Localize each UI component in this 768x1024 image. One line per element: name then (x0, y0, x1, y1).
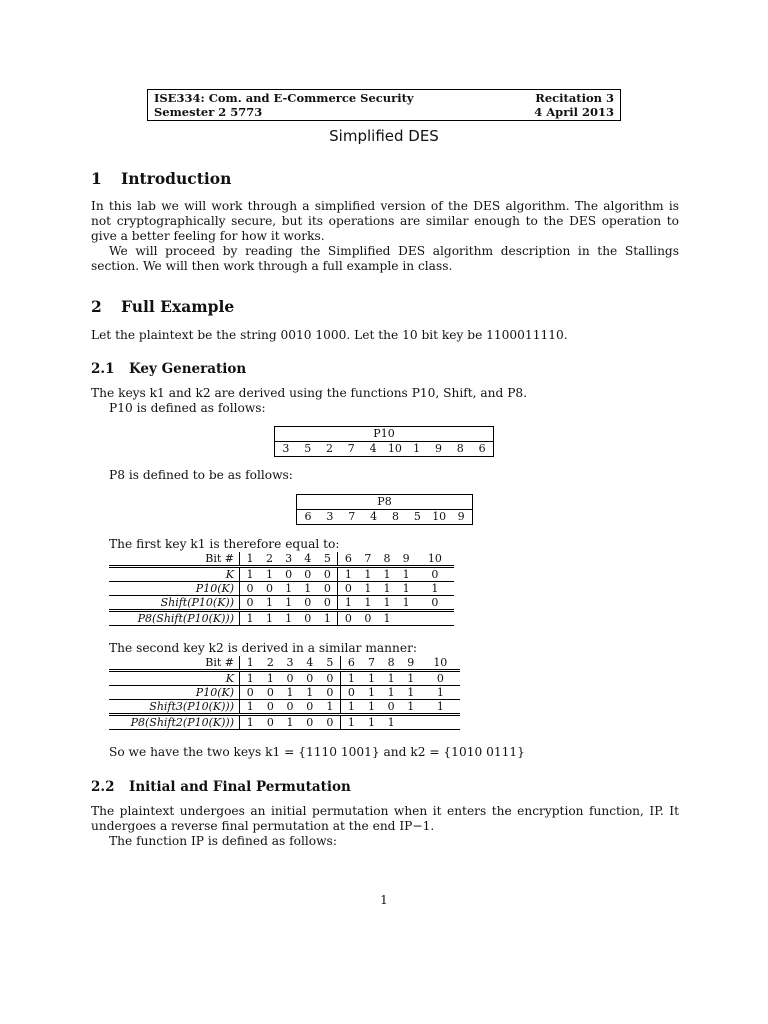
table-cell: 0 (280, 671, 300, 686)
table-cell: 1 (279, 582, 298, 596)
table-cell: 2 (260, 552, 279, 567)
table-cell: 1 (358, 596, 377, 611)
section-title: Introduction (121, 169, 232, 188)
keygen-intro: The keys k1 and k2 are derived using the functions P10, Shift, and P8. (91, 386, 528, 400)
p8-value: 8 (391, 510, 399, 523)
table-cell: 0 (317, 567, 337, 582)
table-cell (401, 715, 421, 730)
table-cell: 1 (421, 686, 460, 700)
table-cell: 1 (381, 686, 401, 700)
p10-value: 10 (387, 442, 402, 455)
table-cell: 0 (261, 686, 281, 700)
p10-value: 2 (325, 442, 333, 455)
table-cell: 9 (397, 552, 416, 567)
table-cell: 1 (240, 567, 260, 582)
table-cell: 5 (317, 552, 337, 567)
table-cell: 1 (279, 611, 298, 626)
table-cell: 1 (397, 582, 416, 596)
table-cell: 0 (320, 671, 341, 686)
table-cell: 0 (317, 596, 337, 611)
keys-summary: So we have the two keys k1 = {1110 1001} and k2 = {1010 0111} (109, 745, 525, 759)
subsection-title: Key Generation (129, 361, 247, 377)
table-cell: 1 (401, 700, 421, 715)
table-cell: 10 (416, 552, 454, 567)
table-cell: 1 (397, 596, 416, 611)
row-label: P8(Shift2(P10(K))) (109, 715, 240, 730)
table-cell: 1 (381, 715, 401, 730)
table-cell: 1 (279, 596, 298, 611)
subsection-title: Initial and Final Permutation (129, 779, 351, 795)
table-cell: 8 (381, 656, 401, 671)
table-cell: 1 (377, 596, 396, 611)
table-cell: 1 (280, 686, 300, 700)
table-cell: 7 (362, 656, 382, 671)
table-cell (416, 611, 454, 626)
table-cell: 9 (401, 656, 421, 671)
table-cell: 5 (320, 656, 341, 671)
table-cell: 0 (320, 686, 341, 700)
table-cell: 1 (240, 656, 261, 671)
table-cell: 1 (401, 671, 421, 686)
table-cell: 1 (298, 582, 317, 596)
p8-value: 4 (370, 510, 378, 523)
table-cell: 0 (280, 700, 300, 715)
table-cell: 0 (416, 567, 454, 582)
table-cell: 8 (377, 552, 396, 567)
table-cell: 1 (401, 686, 421, 700)
table-cell: 1 (358, 582, 377, 596)
permutation-paragraph (91, 804, 679, 849)
p8-values (297, 510, 472, 524)
p10-value: 4 (369, 442, 377, 455)
table-row (109, 671, 460, 686)
intro-text-2: We will proceed by reading the Simplified DES algorithm description in the Stallings section. We will then work through a full example in class. (91, 244, 679, 273)
table-cell: 1 (240, 671, 261, 686)
table-cell: 0 (261, 715, 281, 730)
table-cell: 1 (280, 715, 300, 730)
key2-intro: The second key k2 is derived in a similar manner: (109, 641, 418, 655)
p10-value: 5 (304, 442, 312, 455)
p8-value: 6 (304, 510, 312, 523)
table-cell: 1 (341, 700, 362, 715)
row-label: Shift(P10(K)) (109, 596, 240, 611)
table-cell: 0 (300, 715, 320, 730)
table-cell: 1 (381, 671, 401, 686)
table-cell: 0 (298, 567, 317, 582)
table-row (109, 656, 460, 671)
section-number: 1 (91, 169, 102, 188)
table-row (109, 552, 454, 567)
permutation-text-2: The function IP is defined as follows: (109, 834, 337, 848)
intro-paragraph (91, 199, 679, 274)
p10-values (275, 442, 493, 456)
table-cell: 1 (377, 611, 396, 626)
table-row (109, 567, 454, 582)
table-cell: 0 (300, 671, 320, 686)
table-cell: 7 (358, 552, 377, 567)
table-cell: 1 (362, 671, 382, 686)
table-cell: 0 (338, 611, 358, 626)
table-cell: 0 (317, 582, 337, 596)
table-cell: 1 (338, 567, 358, 582)
table-row (109, 700, 460, 715)
table-cell: 4 (300, 656, 320, 671)
p8-table (296, 494, 473, 525)
p8-value: 7 (348, 510, 356, 523)
table-row (109, 596, 454, 611)
table-cell: 1 (317, 611, 337, 626)
table-cell: 1 (362, 715, 382, 730)
table-cell: 0 (338, 582, 358, 596)
table-cell: 3 (280, 656, 300, 671)
key1-table (109, 552, 454, 626)
row-label: P8(Shift(P10(K))) (109, 611, 240, 626)
subsection-2-1-heading (91, 361, 246, 377)
permutation-text-1: The plaintext undergoes an initial permutation when it enters the encryption function, IP. It undergoes a reverse final permutation at the end IP−1. (91, 804, 679, 833)
p10-value: 8 (456, 442, 464, 455)
table-cell: 1 (416, 582, 454, 596)
table-cell (397, 611, 416, 626)
p8-value: 9 (457, 510, 465, 523)
table-cell: 1 (240, 715, 261, 730)
table-cell: 0 (300, 700, 320, 715)
table-cell: 1 (260, 596, 279, 611)
table-cell: 1 (377, 582, 396, 596)
p8-value: 5 (413, 510, 421, 523)
row-label: Shift3(P10(K))) (109, 700, 240, 715)
table-cell: 0 (260, 582, 279, 596)
recitation-label: Recitation 3 (535, 91, 614, 105)
p10-caption: P10 (275, 427, 493, 442)
table-cell: 0 (416, 596, 454, 611)
p8-intro: P8 is defined to be as follows: (109, 468, 293, 482)
full-example-text: Let the plaintext be the string 0010 1000. Let the 10 bit key be 1100011110. (91, 328, 568, 342)
table-cell: 0 (358, 611, 377, 626)
table-cell: 0 (240, 596, 260, 611)
p10-value: 9 (434, 442, 442, 455)
p10-value: 6 (478, 442, 486, 455)
table-row (109, 715, 460, 730)
table-cell: 1 (300, 686, 320, 700)
table-cell: 1 (341, 715, 362, 730)
p10-value: 1 (413, 442, 421, 455)
page-number: 1 (380, 893, 388, 907)
document-title: Simplified DES (329, 127, 439, 145)
subsection-number: 2.1 (91, 361, 115, 377)
table-cell: 1 (240, 700, 261, 715)
row-label: Bit # (109, 656, 240, 671)
table-cell: 1 (341, 671, 362, 686)
table-cell: 0 (261, 700, 281, 715)
p8-value: 3 (326, 510, 334, 523)
table-cell: 1 (397, 567, 416, 582)
table-cell (421, 715, 460, 730)
table-row (109, 686, 460, 700)
header-box (147, 89, 621, 121)
row-label: P10(K) (109, 686, 240, 700)
table-cell: 1 (320, 700, 341, 715)
table-cell: 4 (298, 552, 317, 567)
p10-value: 7 (347, 442, 355, 455)
table-cell: 1 (240, 552, 260, 567)
table-cell: 1 (358, 567, 377, 582)
table-cell: 0 (298, 596, 317, 611)
table-cell: 1 (261, 671, 281, 686)
row-label: K (109, 671, 240, 686)
date-label: 4 April 2013 (534, 105, 614, 119)
table-cell: 1 (421, 700, 460, 715)
section-1-heading (91, 169, 231, 188)
key1-intro: The first key k1 is therefore equal to: (109, 537, 340, 551)
row-label: K (109, 567, 240, 582)
p8-caption: P8 (297, 495, 472, 510)
p10-intro: P10 is defined as follows: (109, 401, 266, 415)
table-cell: 0 (320, 715, 341, 730)
intro-text-1: In this lab we will work through a simplified version of the DES algorithm. The algorithm is not cryptographically secure, but its operations are similar enough to the DES operation to give a better feeling for how it works. (91, 199, 679, 243)
table-cell: 0 (240, 686, 261, 700)
table-cell: 0 (279, 567, 298, 582)
table-cell: 0 (341, 686, 362, 700)
p8-value: 10 (432, 510, 447, 523)
p10-value: 3 (282, 442, 290, 455)
section-2-heading (91, 297, 234, 316)
table-cell: 0 (240, 582, 260, 596)
section-number: 2 (91, 297, 102, 316)
key2-table (109, 656, 460, 730)
table-cell: 0 (421, 671, 460, 686)
course-name: ISE334: Com. and E-Commerce Security (154, 91, 414, 105)
table-cell: 1 (260, 611, 279, 626)
section-title: Full Example (121, 297, 235, 316)
table-row (109, 611, 454, 626)
semester-label: Semester 2 5773 (154, 105, 263, 119)
table-cell: 0 (298, 611, 317, 626)
table-cell: 3 (279, 552, 298, 567)
p10-table (274, 426, 494, 457)
table-cell: 1 (338, 596, 358, 611)
table-cell: 2 (261, 656, 281, 671)
table-cell: 1 (362, 700, 382, 715)
table-cell: 6 (338, 552, 358, 567)
table-cell: 1 (240, 611, 260, 626)
row-label: Bit # (109, 552, 240, 567)
table-cell: 1 (377, 567, 396, 582)
table-cell: 6 (341, 656, 362, 671)
table-cell: 0 (381, 700, 401, 715)
table-row (109, 582, 454, 596)
subsection-number: 2.2 (91, 779, 115, 795)
row-label: P10(K) (109, 582, 240, 596)
table-cell: 1 (362, 686, 382, 700)
subsection-2-2-heading (91, 779, 351, 795)
table-cell: 1 (260, 567, 279, 582)
table-cell: 10 (421, 656, 460, 671)
